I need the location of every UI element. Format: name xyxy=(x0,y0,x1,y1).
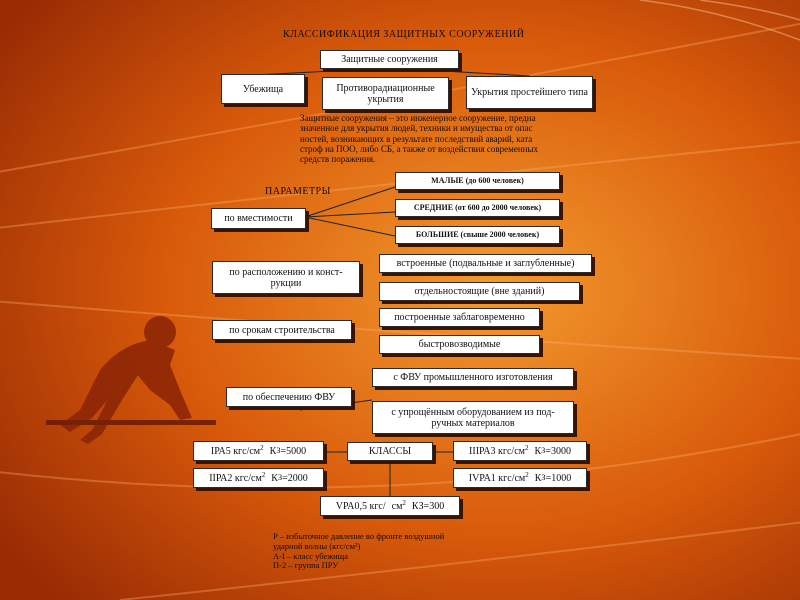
class-2-name: IIРА2 кгс/см xyxy=(209,472,262,484)
footnote-line: А-I – класс убежища xyxy=(273,550,348,561)
class-2-sup: 2 xyxy=(261,471,266,480)
class-2-k: К xyxy=(271,472,278,484)
page-title: КЛАССИФИКАЦИЯ ЗАЩИТНЫХ СООРУЖЕНИЙ xyxy=(283,29,525,40)
location-box: по расположению и конст-рукции xyxy=(212,261,360,294)
class-1-kval: =5000 xyxy=(280,445,307,457)
definition-line: средств поражения. xyxy=(300,154,376,165)
footnote xyxy=(273,532,533,571)
class-1-sup: 2 xyxy=(260,444,264,453)
fvu-industrial-box: с ФВУ промышленного изготовления xyxy=(372,368,574,387)
class-3-k: К xyxy=(534,445,542,457)
class-5-box xyxy=(320,496,460,516)
definition-line: ностей, возникающих в результате последствий аварий, ката xyxy=(300,133,533,144)
type-box-simple: Укрытия простейшего типа xyxy=(466,76,593,109)
classes-box: КЛАССЫ xyxy=(347,442,433,461)
class-4-name: IVРА1 кгс/см xyxy=(468,472,526,484)
construction-early-box: построенные заблаговременно xyxy=(379,308,540,327)
construction-box: по срокам строительства xyxy=(212,320,352,340)
capacity-box: по вместимости xyxy=(211,208,306,229)
class-4-k: К xyxy=(534,472,542,484)
class-2-box xyxy=(193,468,324,488)
class-1-box xyxy=(193,441,324,461)
footnote-line: П-2 – группа ПРУ xyxy=(273,560,339,571)
class-1-k: К xyxy=(269,445,277,457)
definition-line: Защитные сооружения – это инженерное сооружение, предна xyxy=(300,113,536,123)
type-box-antiradiation: Противорадиационные укрытия xyxy=(322,77,449,110)
fvu-improvised-box: с упрощённым оборудованием из под-ручных материалов xyxy=(372,401,574,434)
class-3-kval: =3000 xyxy=(545,445,571,457)
capacity-small-box: МАЛЫЕ (до 600 человек) xyxy=(395,172,560,190)
capacity-medium-box: СРЕДНИЕ (от 600 до 2000 человек) xyxy=(395,199,560,217)
root-box: Защитные сооружения xyxy=(320,50,459,69)
class-2-ksub: З xyxy=(277,473,283,483)
class-3-box xyxy=(453,441,587,461)
type-box-shelters: Убежища xyxy=(221,74,305,104)
class-4-kval: =1000 xyxy=(545,472,572,484)
class-3-sup: 2 xyxy=(524,444,529,453)
class-3-name: IIIРА3 кгс/см xyxy=(469,445,525,457)
class-5-unit: см xyxy=(391,500,403,512)
construction-fast-box: быстровозводимые xyxy=(379,335,540,354)
class-5-k: КЗ=300 xyxy=(411,500,445,512)
definition-line: значенное для укрытия людей, техники и имущества от опас xyxy=(300,123,533,134)
class-2-kval: =2000 xyxy=(282,472,308,484)
class-3-ksub: З xyxy=(541,446,546,456)
footnote-line: Р – избыточное давление во фронте воздушной xyxy=(273,531,445,541)
location-standalone-box: отдельностоящие (вне зданий) xyxy=(379,282,580,301)
capacity-large-box: БОЛЬШИЕ (свыше 2000 человек) xyxy=(395,226,560,244)
fvu-box: по обеспечению ФВУ xyxy=(226,387,352,407)
footnote-line: ударной волны (кгс/см²) xyxy=(273,540,361,551)
location-builtin-box: встроенные (подвальные и заглубленные) xyxy=(379,254,592,273)
definition-text xyxy=(300,113,610,165)
class-4-sup: 2 xyxy=(525,471,529,480)
class-4-box xyxy=(453,468,587,488)
class-5-sup: 2 xyxy=(402,499,406,508)
class-5-name: VРА0,5 кгс/ xyxy=(335,500,386,512)
class-4-ksub: З xyxy=(541,473,546,483)
class-1-name: IРА5 кгс/см xyxy=(210,445,261,457)
definition-line: строф на ПОО, либо СБ, а также от воздействия современных xyxy=(300,144,539,155)
class-1-ksub: З xyxy=(276,446,281,456)
parameters-label: ПАРАМЕТРЫ xyxy=(265,186,331,197)
